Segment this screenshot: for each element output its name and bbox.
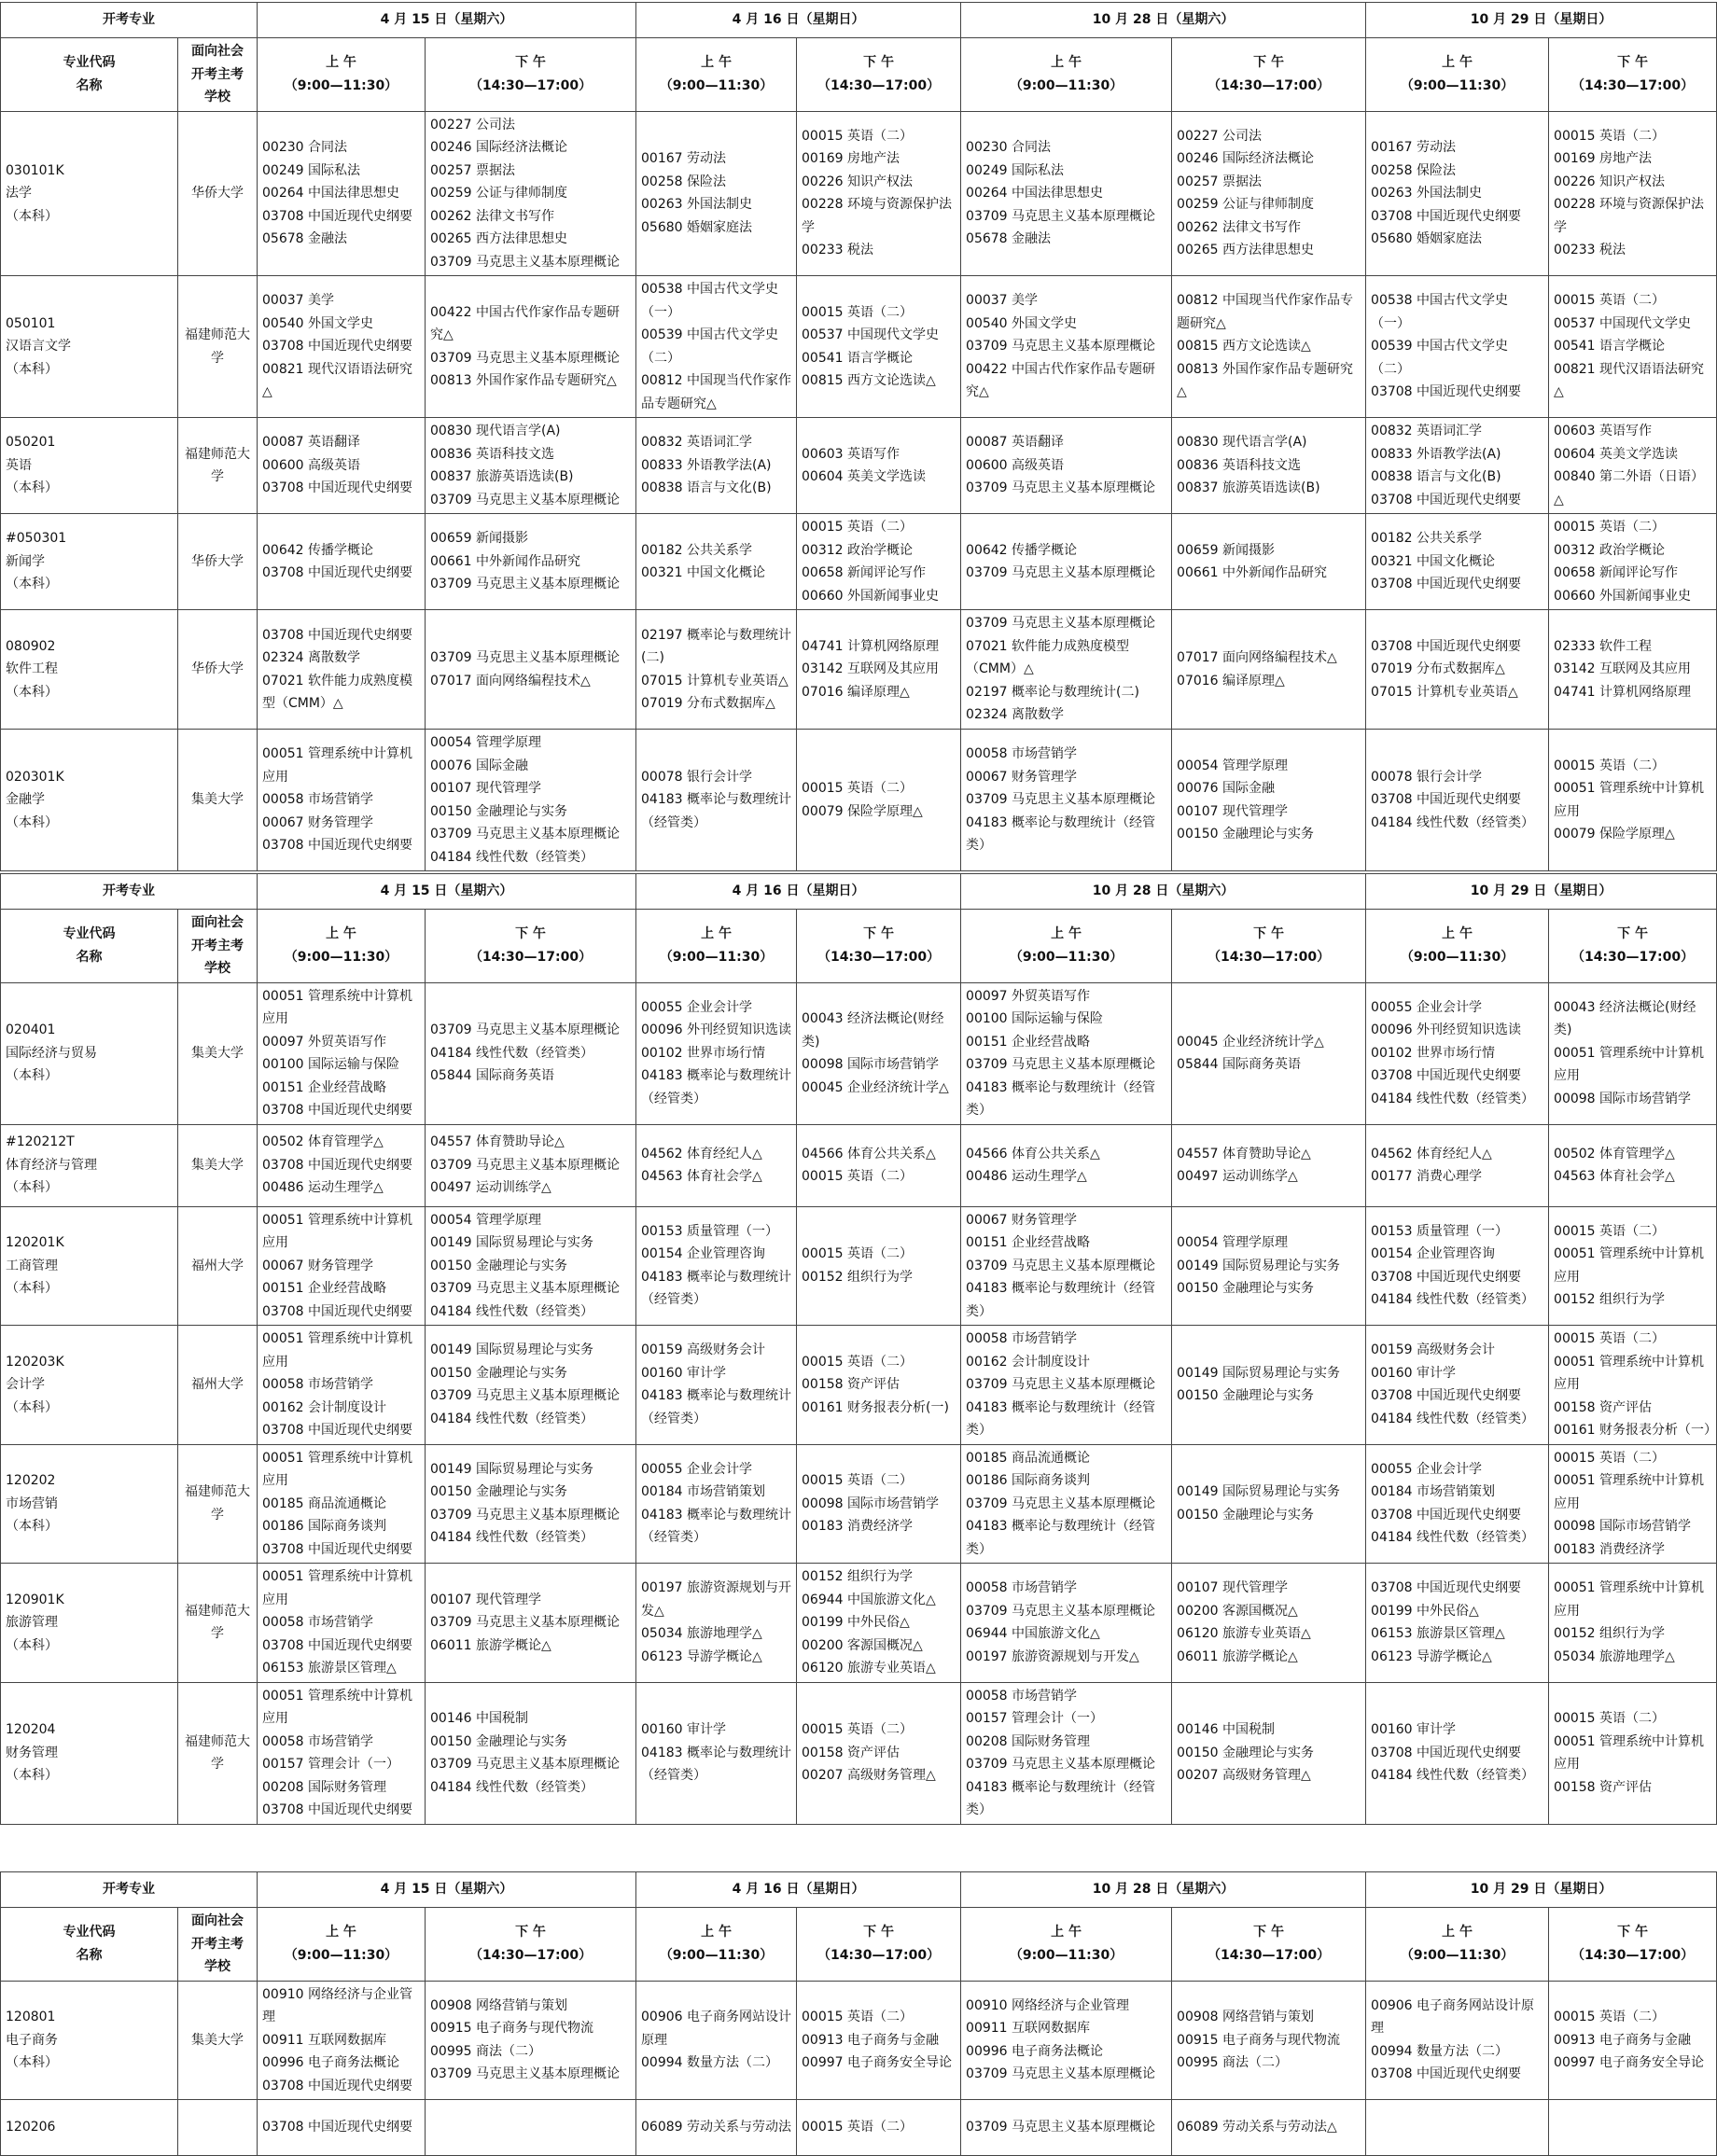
course-list: 00227 公司法 00246 国际经济法概论 00257 票据法 00259 公证与律师制度 00262 法律文书写作 00265 西方法律思想史 — [1172, 111, 1366, 276]
course-list: 00230 合同法 00249 国际私法 00264 中国法律思想史 03708 中国近现代史纲要 05678 金融法 — [258, 111, 426, 276]
course-list: 02197 概率论与数理统计(二) 07015 计算机专业英语△ 07019 分布式数据库△ — [636, 610, 797, 730]
schedule-section — [0, 2, 1717, 871]
course-list: 00832 英语词汇学 00833 外语教学法(A) 00838 语言与文化(B) — [636, 418, 797, 514]
course-list: 04562 体育经纪人△ 04563 体育社会学△ — [636, 1124, 797, 1206]
course-list: 00906 电子商务网站设计原理 00994 数量方法（二） — [636, 1981, 797, 2100]
header-school: 面向社会 开考主考 学校 — [178, 1908, 258, 1982]
course-list: 04557 体育赞助导论△ 00497 运动训练学△ — [1172, 1124, 1366, 1206]
course-list: 00015 英语（二） 00079 保险学原理△ — [797, 730, 961, 871]
course-list: 00502 体育管理学△ 04563 体育社会学△ — [1549, 1124, 1717, 1206]
course-list: 00054 管理学原理 00076 国际金融 00107 现代管理学 00150 金融理论与实务 03709 马克思主义基本原理概论 04184 线性代数（经管类） — [426, 730, 636, 871]
major-row — [1, 1981, 1717, 2100]
header-row-dates — [1, 3, 1717, 38]
course-list: 00159 高级财务会计 00160 审计学 04183 概率论与数理统计（经管类） — [636, 1326, 797, 1445]
course-list: 03709 马克思主义基本原理概论 — [961, 2100, 1172, 2156]
course-list: 02333 软件工程 03142 互联网及其应用 04741 计算机网络原理 — [1549, 610, 1717, 730]
course-list: 00055 企业会计学 00184 市场营销策划 04183 概率论与数理统计（经管类） — [636, 1444, 797, 1564]
header-code-name: 专业代码 名称 — [1, 910, 178, 983]
course-list — [1366, 2100, 1549, 2156]
major-code-name: #050301 新闻学 （本科） — [1, 514, 178, 610]
major-code-name: 120202 市场营销 （本科） — [1, 1444, 178, 1564]
major-code-name: 080902 软件工程 （本科） — [1, 610, 178, 730]
course-list: 00051 管理系统中计算机应用 00067 财务管理学 00151 企业经营战略 03708 中国近现代史纲要 — [258, 1206, 426, 1326]
header-morning: 上 午 （9:00—11:30） — [1366, 910, 1549, 983]
course-list: 00830 现代语言学(A) 00836 英语科技文选 00837 旅游英语选读(B) — [1172, 418, 1366, 514]
course-list: 00015 英语（二） 00537 中国现代文学史 00541 语言学概论 00815 西方文论选读△ — [797, 276, 961, 418]
course-list: 00906 电子商务网站设计原理 00994 数量方法（二） 03708 中国近现代史纲要 — [1366, 1981, 1549, 2100]
header-row-dates — [1, 1872, 1717, 1908]
course-list: 00037 美学 00540 外国文学史 03708 中国近现代史纲要 00821 现代汉语语法研究△ — [258, 276, 426, 418]
course-list: 00182 公共关系学 00321 中国文化概论 03708 中国近现代史纲要 — [1366, 514, 1549, 610]
course-list: 00015 英语（二） 00152 组织行为学 — [797, 1206, 961, 1326]
course-list: 00107 现代管理学 00200 客源国概况△ 06120 旅游专业英语△ 06011 旅游学概论△ — [1172, 1564, 1366, 1683]
course-list: 00051 管理系统中计算机应用 00058 市场营销学 00162 会计制度设计 03708 中国近现代史纲要 — [258, 1326, 426, 1445]
exam-school: 华侨大学 — [178, 514, 258, 610]
header-afternoon: 下 午 （14:30—17:00） — [1172, 38, 1366, 112]
header-date: 10 月 29 日（星期日） — [1366, 874, 1717, 910]
header-afternoon: 下 午 （14:30—17:00） — [426, 38, 636, 112]
course-list: 04557 体育赞助导论△ 03709 马克思主义基本原理概论 00497 运动训练学△ — [426, 1124, 636, 1206]
course-list: 00015 英语（二） — [797, 2100, 961, 2156]
course-list: 00015 英语（二） 00913 电子商务与金融 00997 电子商务安全导论 — [1549, 1981, 1717, 2100]
exam-school: 集美大学 — [178, 730, 258, 871]
major-code-name: #120212T 体育经济与管理 （本科） — [1, 1124, 178, 1206]
header-morning: 上 午 （9:00—11:30） — [636, 38, 797, 112]
course-list: 00037 美学 00540 外国文学史 03709 马克思主义基本原理概论 00422 中国古代作家作品专题研究△ — [961, 276, 1172, 418]
course-list: 00015 英语（二） 00051 管理系统中计算机应用 00098 国际市场营销学 00183 消费经济学 — [1549, 1444, 1717, 1564]
header-date: 10 月 28 日（星期六） — [961, 3, 1366, 38]
header-date: 10 月 29 日（星期日） — [1366, 1872, 1717, 1908]
exam-school: 福建师范大学 — [178, 418, 258, 514]
exam-school: 华侨大学 — [178, 610, 258, 730]
header-afternoon: 下 午 （14:30—17:00） — [1172, 1908, 1366, 1982]
course-list: 00160 审计学 04183 概率论与数理统计（经管类） — [636, 1682, 797, 1824]
header-afternoon: 下 午 （14:30—17:00） — [1549, 38, 1717, 112]
schedule-section — [0, 1871, 1717, 2156]
header-school: 面向社会 开考主考 学校 — [178, 910, 258, 983]
schedule-table — [0, 2, 1717, 871]
header-morning: 上 午 （9:00—11:30） — [961, 1908, 1172, 1982]
major-code-name: 020401 国际经济与贸易 （本科） — [1, 982, 178, 1124]
course-list: 00015 英语（二） 00051 管理系统中计算机应用 00152 组织行为学 — [1549, 1206, 1717, 1326]
course-list: 04566 体育公共关系△ 00015 英语（二） — [797, 1124, 961, 1206]
course-list: 00051 管理系统中计算机应用 00058 市场营销学 00067 财务管理学 03708 中国近现代史纲要 — [258, 730, 426, 871]
header-school: 面向社会 开考主考 学校 — [178, 38, 258, 112]
course-list: 00078 银行会计学 03708 中国近现代史纲要 04184 线性代数（经管类） — [1366, 730, 1549, 871]
course-list: 00603 英语写作 00604 英美文学选读 00840 第二外语（日语）△ — [1549, 418, 1717, 514]
header-afternoon: 下 午 （14:30—17:00） — [797, 1908, 961, 1982]
course-list: 00422 中国古代作家作品专题研究△ 03709 马克思主义基本原理概论 00813 外国作家作品专题研究△ — [426, 276, 636, 418]
course-list: 00146 中国税制 00150 金融理论与实务 03709 马克思主义基本原理概论 04184 线性代数（经管类） — [426, 1682, 636, 1824]
header-row-sessions — [1, 910, 1717, 983]
course-list: 06089 劳动关系与劳动法 — [636, 2100, 797, 2156]
course-list: 00642 传播学概论 03708 中国近现代史纲要 — [258, 514, 426, 610]
course-list: 00058 市场营销学 03709 马克思主义基本原理概论 06944 中国旅游文化△ 00197 旅游资源规划与开发△ — [961, 1564, 1172, 1683]
course-list: 00149 国际贸易理论与实务 00150 金融理论与实务 03709 马克思主义基本原理概论 04184 线性代数（经管类） — [426, 1444, 636, 1564]
course-list: 04566 体育公共关系△ 00486 运动生理学△ — [961, 1124, 1172, 1206]
course-list: 00182 公共关系学 00321 中国文化概论 — [636, 514, 797, 610]
course-list: 00043 经济法概论(财经类) 00098 国际市场营销学 00045 企业经济统计学△ — [797, 982, 961, 1124]
header-date: 10 月 29 日（星期日） — [1366, 3, 1717, 38]
major-code-name: 120203K 会计学 （本科） — [1, 1326, 178, 1445]
course-list: 00055 企业会计学 00184 市场营销策划 03708 中国近现代史纲要 04184 线性代数（经管类） — [1366, 1444, 1549, 1564]
major-code-name: 050201 英语 （本科） — [1, 418, 178, 514]
course-list — [1549, 2100, 1717, 2156]
major-row — [1, 1206, 1717, 1326]
header-morning: 上 午 （9:00—11:30） — [1366, 1908, 1549, 1982]
course-list: 00910 网络经济与企业管理 00911 互联网数据库 00996 电子商务法概论 03708 中国近现代史纲要 — [258, 1981, 426, 2100]
header-code-name: 专业代码 名称 — [1, 38, 178, 112]
course-list: 00051 管理系统中计算机应用 00185 商品流通概论 00186 国际商务谈判 03708 中国近现代史纲要 — [258, 1444, 426, 1564]
major-code-name: 120201K 工商管理 （本科） — [1, 1206, 178, 1326]
course-list: 00910 网络经济与企业管理 00911 互联网数据库 00996 电子商务法概论 03709 马克思主义基本原理概论 — [961, 1981, 1172, 2100]
course-list — [426, 2100, 636, 2156]
course-list: 00146 中国税制 00150 金融理论与实务 00207 高级财务管理△ — [1172, 1682, 1366, 1824]
header-morning: 上 午 （9:00—11:30） — [961, 38, 1172, 112]
course-list: 03708 中国近现代史纲要 02324 离散数学 07021 软件能力成熟度模型（CMM）△ — [258, 610, 426, 730]
course-list: 00054 管理学原理 00149 国际贸易理论与实务 00150 金融理论与实务 03709 马克思主义基本原理概论 04184 线性代数（经管类） — [426, 1206, 636, 1326]
course-list: 00097 外贸英语写作 00100 国际运输与保险 00151 企业经营战略 03709 马克思主义基本原理概论 04183 概率论与数理统计（经管类） — [961, 982, 1172, 1124]
course-list: 04741 计算机网络原理 03142 互联网及其应用 07016 编译原理△ — [797, 610, 961, 730]
course-list: 00087 英语翻译 00600 高级英语 03709 马克思主义基本原理概论 — [961, 418, 1172, 514]
course-list: 04562 体育经纪人△ 00177 消费心理学 — [1366, 1124, 1549, 1206]
course-list: 00078 银行会计学 04183 概率论与数理统计（经管类） — [636, 730, 797, 871]
course-list: 00058 市场营销学 00067 财务管理学 03709 马克思主义基本原理概论 04183 概率论与数理统计（经管类） — [961, 730, 1172, 871]
header-date: 10 月 28 日（星期六） — [961, 1872, 1366, 1908]
course-list: 00153 质量管理（一） 00154 企业管理咨询 03708 中国近现代史纲要 04184 线性代数（经管类） — [1366, 1206, 1549, 1326]
exam-school: 集美大学 — [178, 1124, 258, 1206]
course-list: 00043 经济法概论(财经类) 00051 管理系统中计算机应用 00098 国际市场营销学 — [1549, 982, 1717, 1124]
course-list: 00603 英语写作 00604 英美文学选读 — [797, 418, 961, 514]
header-afternoon: 下 午 （14:30—17:00） — [797, 910, 961, 983]
course-list: 00054 管理学原理 00076 国际金融 00107 现代管理学 00150 金融理论与实务 — [1172, 730, 1366, 871]
course-list: 03708 中国近现代史纲要 07019 分布式数据库△ 07015 计算机专业英语△ — [1366, 610, 1549, 730]
header-major: 开考专业 — [1, 1872, 258, 1908]
header-date: 4 月 15 日（星期六） — [258, 1872, 636, 1908]
header-code-name: 专业代码 名称 — [1, 1908, 178, 1982]
header-date: 4 月 16 日（星期日） — [636, 874, 961, 910]
header-morning: 上 午 （9:00—11:30） — [258, 910, 426, 983]
course-list: 00051 管理系统中计算机应用 00058 市场营销学 03708 中国近现代史纲要 06153 旅游景区管理△ — [258, 1564, 426, 1683]
exam-school: 福建师范大学 — [178, 1444, 258, 1564]
course-list: 00908 网络营销与策划 00915 电子商务与现代物流 00995 商法（二） — [1172, 1981, 1366, 2100]
course-list: 00659 新闻摄影 00661 中外新闻作品研究 03709 马克思主义基本原理概论 — [426, 514, 636, 610]
course-list: 00230 合同法 00249 国际私法 00264 中国法律思想史 03709 马克思主义基本原理概论 05678 金融法 — [961, 111, 1172, 276]
major-row — [1, 982, 1717, 1124]
exam-school — [178, 2100, 258, 2156]
course-list: 00197 旅游资源规划与开发△ 05034 旅游地理学△ 06123 导游学概论△ — [636, 1564, 797, 1683]
schedule-table — [0, 1871, 1717, 2156]
schedule-table — [0, 873, 1717, 1825]
header-afternoon: 下 午 （14:30—17:00） — [1549, 1908, 1717, 1982]
course-list: 00185 商品流通概论 00186 国际商务谈判 03709 马克思主义基本原理概论 04183 概率论与数理统计（经管类） — [961, 1444, 1172, 1564]
header-morning: 上 午 （9:00—11:30） — [258, 1908, 426, 1982]
course-list: 00054 管理学原理 00149 国际贸易理论与实务 00150 金融理论与实务 — [1172, 1206, 1366, 1326]
major-code-name: 020301K 金融学 （本科） — [1, 730, 178, 871]
major-code-name: 050101 汉语言文学 （本科） — [1, 276, 178, 418]
course-list: 03708 中国近现代史纲要 00199 中外民俗△ 06153 旅游景区管理△ 06123 导游学概论△ — [1366, 1564, 1549, 1683]
major-row — [1, 1124, 1717, 1206]
course-list: 00058 市场营销学 00157 管理会计（一） 00208 国际财务管理 03709 马克思主义基本原理概论 04183 概率论与数理统计（经管类） — [961, 1682, 1172, 1824]
course-list: 00153 质量管理（一） 00154 企业管理咨询 04183 概率论与数理统计（经管类） — [636, 1206, 797, 1326]
header-date: 4 月 16 日（星期日） — [636, 1872, 961, 1908]
header-morning: 上 午 （9:00—11:30） — [636, 1908, 797, 1982]
course-list: 00149 国际贸易理论与实务 00150 金融理论与实务 — [1172, 1326, 1366, 1445]
major-code-name: 030101K 法学 （本科） — [1, 111, 178, 276]
header-date: 4 月 15 日（星期六） — [258, 874, 636, 910]
course-list: 00015 英语（二） 00169 房地产法 00226 知识产权法 00228 环境与资源保护法学 00233 税法 — [1549, 111, 1717, 276]
exam-school: 福州大学 — [178, 1326, 258, 1445]
course-list: 00015 英语（二） 00051 管理系统中计算机应用 00158 资产评估 00161 财务报表分析（一） — [1549, 1326, 1717, 1445]
header-major: 开考专业 — [1, 874, 258, 910]
course-list: 03709 马克思主义基本原理概论 07017 面向网络编程技术△ — [426, 610, 636, 730]
header-morning: 上 午 （9:00—11:30） — [961, 910, 1172, 983]
course-list: 00832 英语词汇学 00833 外语教学法(A) 00838 语言与文化(B) 03708 中国近现代史纲要 — [1366, 418, 1549, 514]
course-list: 00051 管理系统中计算机应用 00152 组织行为学 05034 旅游地理学△ — [1549, 1564, 1717, 1683]
exam-school: 福建师范大学 — [178, 1682, 258, 1824]
major-row — [1, 1444, 1717, 1564]
major-code-name: 120901K 旅游管理 （本科） — [1, 1564, 178, 1683]
course-list: 00830 现代语言学(A) 00836 英语科技文选 00837 旅游英语选读(B) 03709 马克思主义基本原理概论 — [426, 418, 636, 514]
header-row-sessions — [1, 38, 1717, 112]
course-list: 00149 国际贸易理论与实务 00150 金融理论与实务 03709 马克思主义基本原理概论 04184 线性代数（经管类） — [426, 1326, 636, 1445]
header-morning: 上 午 （9:00—11:30） — [258, 38, 426, 112]
header-date: 4 月 16 日（星期日） — [636, 3, 961, 38]
major-code-name: 120206 — [1, 2100, 178, 2156]
major-row — [1, 276, 1717, 418]
schedule-section — [0, 873, 1717, 1825]
header-afternoon: 下 午 （14:30—17:00） — [1549, 910, 1717, 983]
course-list: 03708 中国近现代史纲要 — [258, 2100, 426, 2156]
course-list: 00055 企业会计学 00096 外刊经贸知识选读 00102 世界市场行情 04183 概率论与数理统计（经管类） — [636, 982, 797, 1124]
course-list: 00015 英语（二） 00169 房地产法 00226 知识产权法 00228 环境与资源保护法学 00233 税法 — [797, 111, 961, 276]
course-list: 00015 英语（二） 00051 管理系统中计算机应用 00158 资产评估 — [1549, 1682, 1717, 1824]
exam-school: 福建师范大学 — [178, 1564, 258, 1683]
major-row — [1, 514, 1717, 610]
header-date: 10 月 28 日（星期六） — [961, 874, 1366, 910]
course-list: 00051 管理系统中计算机应用 00097 外贸英语写作 00100 国际运输与保险 00151 企业经营战略 03708 中国近现代史纲要 — [258, 982, 426, 1124]
major-row — [1, 730, 1717, 871]
course-list: 00015 英语（二） 00913 电子商务与金融 00997 电子商务安全导论 — [797, 1981, 961, 2100]
course-list: 00502 体育管理学△ 03708 中国近现代史纲要 00486 运动生理学△ — [258, 1124, 426, 1206]
exam-school: 福州大学 — [178, 1206, 258, 1326]
header-morning: 上 午 （9:00—11:30） — [636, 910, 797, 983]
course-list: 00149 国际贸易理论与实务 00150 金融理论与实务 — [1172, 1444, 1366, 1564]
header-afternoon: 下 午 （14:30—17:00） — [797, 38, 961, 112]
major-code-name: 120801 电子商务 （本科） — [1, 1981, 178, 2100]
course-list: 00167 劳动法 00258 保险法 00263 外国法制史 03708 中国近现代史纲要 05680 婚姻家庭法 — [1366, 111, 1549, 276]
course-list: 00159 高级财务会计 00160 审计学 03708 中国近现代史纲要 04184 线性代数（经管类） — [1366, 1326, 1549, 1445]
course-list: 00538 中国古代文学史（一） 00539 中国古代文学史（二） 00812 中国现当代作家作品专题研究△ — [636, 276, 797, 418]
major-row — [1, 111, 1717, 276]
course-list: 03709 马克思主义基本原理概论 07021 软件能力成熟度模型（CMM）△ 02197 概率论与数理统计(二) 02324 离散数学 — [961, 610, 1172, 730]
major-row — [1, 2100, 1717, 2156]
header-major: 开考专业 — [1, 3, 258, 38]
header-afternoon: 下 午 （14:30—17:00） — [1172, 910, 1366, 983]
course-list: 07017 面向网络编程技术△ 07016 编译原理△ — [1172, 610, 1366, 730]
major-row — [1, 1682, 1717, 1824]
course-list: 00659 新闻摄影 00661 中外新闻作品研究 — [1172, 514, 1366, 610]
course-list: 00015 英语（二） 00312 政治学概论 00658 新闻评论写作 00660 外国新闻事业史 — [797, 514, 961, 610]
course-list: 00067 财务管理学 00151 企业经营战略 03709 马克思主义基本原理概论 04183 概率论与数理统计（经管类） — [961, 1206, 1172, 1326]
header-afternoon: 下 午 （14:30—17:00） — [426, 1908, 636, 1982]
course-list: 00058 市场营销学 00162 会计制度设计 03709 马克思主义基本原理概论 04183 概率论与数理统计（经管类） — [961, 1326, 1172, 1445]
header-morning: 上 午 （9:00—11:30） — [1366, 38, 1549, 112]
course-list: 00055 企业会计学 00096 外刊经贸知识选读 00102 世界市场行情 03708 中国近现代史纲要 04184 线性代数（经管类） — [1366, 982, 1549, 1124]
course-list: 00045 企业经济统计学△ 05844 国际商务英语 — [1172, 982, 1366, 1124]
header-date: 4 月 15 日（星期六） — [258, 3, 636, 38]
exam-school: 集美大学 — [178, 982, 258, 1124]
major-row — [1, 1326, 1717, 1445]
course-list: 00015 英语（二） 00051 管理系统中计算机应用 00079 保险学原理△ — [1549, 730, 1717, 871]
course-list: 00015 英语（二） 00537 中国现代文学史 00541 语言学概论 00821 现代汉语语法研究△ — [1549, 276, 1717, 418]
course-list: 03709 马克思主义基本原理概论 04184 线性代数（经管类） 05844 国际商务英语 — [426, 982, 636, 1124]
major-row — [1, 1564, 1717, 1683]
course-list: 00227 公司法 00246 国际经济法概论 00257 票据法 00259 公证与律师制度 00262 法律文书写作 00265 西方法律思想史 03709 马克思主义基本原理概论 — [426, 111, 636, 276]
course-list: 00051 管理系统中计算机应用 00058 市场营销学 00157 管理会计（一） 00208 国际财务管理 03708 中国近现代史纲要 — [258, 1682, 426, 1824]
course-list: 00167 劳动法 00258 保险法 00263 外国法制史 05680 婚姻家庭法 — [636, 111, 797, 276]
exam-school: 福建师范大学 — [178, 276, 258, 418]
course-list: 06089 劳动关系与劳动法△ — [1172, 2100, 1366, 2156]
course-list: 00538 中国古代文学史（一） 00539 中国古代文学史（二） 03708 中国近现代史纲要 — [1366, 276, 1549, 418]
major-row — [1, 610, 1717, 730]
major-code-name: 120204 财务管理 （本科） — [1, 1682, 178, 1824]
header-afternoon: 下 午 （14:30—17:00） — [426, 910, 636, 983]
course-list: 00812 中国现当代作家作品专题研究△ 00815 西方文论选读△ 00813 外国作家作品专题研究△ — [1172, 276, 1366, 418]
course-list: 00015 英语（二） 00158 资产评估 00161 财务报表分析(一) — [797, 1326, 961, 1445]
header-row-sessions — [1, 1908, 1717, 1982]
major-row — [1, 418, 1717, 514]
exam-school: 集美大学 — [178, 1981, 258, 2100]
exam-school: 华侨大学 — [178, 111, 258, 276]
course-list: 00160 审计学 03708 中国近现代史纲要 04184 线性代数（经管类） — [1366, 1682, 1549, 1824]
course-list: 00152 组织行为学 06944 中国旅游文化△ 00199 中外民俗△ 00200 客源国概况△ 06120 旅游专业英语△ — [797, 1564, 961, 1683]
course-list: 00107 现代管理学 03709 马克思主义基本原理概论 06011 旅游学概论△ — [426, 1564, 636, 1683]
course-list: 00015 英语（二） 00098 国际市场营销学 00183 消费经济学 — [797, 1444, 961, 1564]
course-list: 00015 英语（二） 00312 政治学概论 00658 新闻评论写作 00660 外国新闻事业史 — [1549, 514, 1717, 610]
course-list: 00015 英语（二） 00158 资产评估 00207 高级财务管理△ — [797, 1682, 961, 1824]
course-list: 00908 网络营销与策划 00915 电子商务与现代物流 00995 商法（二） 03709 马克思主义基本原理概论 — [426, 1981, 636, 2100]
course-list: 00642 传播学概论 03709 马克思主义基本原理概论 — [961, 514, 1172, 610]
header-row-dates — [1, 874, 1717, 910]
course-list: 00087 英语翻译 00600 高级英语 03708 中国近现代史纲要 — [258, 418, 426, 514]
